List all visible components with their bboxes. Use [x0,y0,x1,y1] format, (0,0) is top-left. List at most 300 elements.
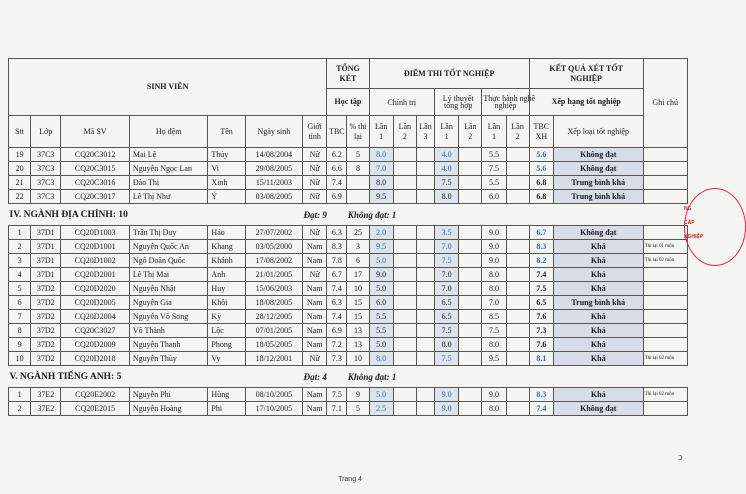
gender-cell: Nam [303,338,327,352]
pct-thi-lai-header: % thi lại [347,116,369,148]
practice-try2-cell [506,402,529,416]
politics-try1-cell: 9.0 [369,268,393,282]
note-cell [643,226,687,240]
stt-cell: 1 [9,226,31,240]
practice-try2-cell [506,338,529,352]
student-row [9,338,688,352]
given-name-cell: Khang [208,240,245,254]
politics-try2-cell [393,296,416,310]
given-name-cell: Thủy [208,148,245,162]
theory-try1-cell: 8.0 [435,338,459,352]
signature-mark: ↄ [678,452,683,463]
class-cell: 37D1 [31,254,61,268]
stt-cell: 2 [9,402,31,416]
practice-try2-cell [506,176,529,190]
politics-try1-cell: 6.0 [369,296,393,310]
rank-gpa-cell: 8.1 [529,352,553,366]
gender-cell: Nam [303,324,327,338]
politics-try2-cell [393,176,416,190]
practice-try1-cell: 7.5 [482,162,506,176]
rank-gpa-cell: 6.8 [529,190,553,204]
given-name-cell: Anh [208,268,245,282]
given-name-cell: Phong [208,338,245,352]
practice-try2-cell [506,240,529,254]
birthdate-cell: 28/12/2005 [245,310,302,324]
stt-cell: 8 [9,324,31,338]
classification-cell: Trung bình khá [553,190,643,204]
results-sheet [8,58,688,416]
diem-thi-header: ĐIỂM THI TỐT NGHIỆP [369,59,529,89]
gender-cell: Nữ [303,226,327,240]
politics-try2-cell [393,268,416,282]
given-name-cell: Hảo [208,226,245,240]
politics-try2-cell [393,324,416,338]
politics-try3-cell [416,352,434,366]
theory-try1-cell: 7.5 [435,324,459,338]
gpa-cell: 6.7 [327,268,347,282]
surname-cell: Đào Thị [129,176,208,190]
surname-cell: Ngô Doãn Quốc [129,254,208,268]
note-cell: Thi lại 02 môn [643,352,687,366]
student-row [9,268,688,282]
surname-cell: Nguyễn Ngọc Lan [129,162,208,176]
ngay-sinh-header: Ngày sinh [245,116,302,148]
student-row [9,254,688,268]
practice-try1-cell: 7.5 [482,324,506,338]
politics-try3-cell [416,388,434,402]
classification-cell: Khá [553,388,643,402]
practice-try1-cell: 8.0 [482,338,506,352]
given-name-cell: Vi [208,162,245,176]
student-id-cell: CQ20C3015 [61,162,129,176]
surname-cell: Nguyễn Nhật [129,282,208,296]
theory-try2-cell [459,226,482,240]
theory-try1-cell: 7.0 [435,268,459,282]
retake-pct-cell [347,176,369,190]
note-cell [643,268,687,282]
practice-try2-cell [506,352,529,366]
politics-try1-cell: 5.0 [369,388,393,402]
student-row [9,402,688,416]
retake-pct-cell: 15 [347,296,369,310]
student-id-cell: CQ20D2009 [61,338,129,352]
theory-try2-cell [459,176,482,190]
rank-gpa-cell: 7.5 [529,282,553,296]
practice-try1-cell: 9.0 [482,240,506,254]
ho-dem-header: Họ đệm [129,116,208,148]
politics-try1-cell: 8.0 [369,176,393,190]
retake-pct-cell: 6 [347,254,369,268]
retake-pct-cell: 17 [347,268,369,282]
practice-try2-cell [506,268,529,282]
gpa-cell: 6.9 [327,190,347,204]
practice-try2-cell [506,254,529,268]
gpa-cell: 7.1 [327,402,347,416]
retake-pct-cell: 10 [347,352,369,366]
section-iv-title: IV. NGÀNH ĐỊA CHÍNH: 10 [9,204,303,226]
rank-gpa-cell: 8.3 [529,388,553,402]
thuc-hanh-header: Thực hành nghề nghiệp [482,89,529,116]
xep-hang-header: Xếp hạng tốt nghiệp [529,89,643,116]
birthdate-cell: 17/08/2002 [245,254,302,268]
politics-try3-cell [416,226,434,240]
gender-cell: Nữ [303,268,327,282]
retake-pct-cell: 5 [347,148,369,162]
surname-cell: Lê Thị Mai [129,268,208,282]
stt-cell: 2 [9,240,31,254]
politics-try1-cell: 7.0 [369,162,393,176]
note-cell [643,282,687,296]
gender-cell: Nam [303,254,327,268]
rank-gpa-cell: 7.4 [529,402,553,416]
retake-pct-cell: 13 [347,324,369,338]
student-id-cell: CQ20C3016 [61,176,129,190]
theory-try2-cell [459,240,482,254]
gender-cell: Nữ [303,352,327,366]
th-lan2-header: Lần 2 [506,116,529,148]
sinh-vien-header: SINH VIÊN [9,59,327,116]
politics-try3-cell [416,254,434,268]
theory-try2-cell [459,310,482,324]
practice-try2-cell [506,310,529,324]
surname-cell: Lê Thị Như [129,190,208,204]
retake-pct-cell: 3 [347,240,369,254]
retake-pct-cell [347,190,369,204]
section-v-khong-dat: Không đạt: 1 [347,366,435,388]
student-row [9,190,688,204]
politics-try3-cell [416,190,434,204]
politics-try1-cell: 2.5 [369,402,393,416]
rank-gpa-cell: 8.2 [529,254,553,268]
theory-try2-cell [459,338,482,352]
th-lan1-header: Lần 1 [482,116,506,148]
politics-try3-cell [416,268,434,282]
surname-cell: Nguyễn Thùy [129,352,208,366]
student-id-cell: CQ20D1001 [61,240,129,254]
politics-try3-cell [416,176,434,190]
practice-try1-cell: 9.5 [482,352,506,366]
stt-header: Stt [9,116,31,148]
note-cell: Thi lại 01 môn [643,240,687,254]
practice-try1-cell: 5.5 [482,148,506,162]
ghi-chu-header: Ghi chú [643,59,687,148]
retake-pct-cell: 13 [347,338,369,352]
politics-try2-cell [393,282,416,296]
classification-cell: Khá [553,254,643,268]
class-cell: 37E2 [31,402,61,416]
section-v-title: V. NGÀNH TIẾNG ANH: 5 [9,366,303,388]
class-cell: 37C3 [31,148,61,162]
rank-gpa-cell: 5.6 [529,162,553,176]
politics-try2-cell [393,254,416,268]
theory-try1-cell: 7.5 [435,176,459,190]
gender-cell: Nam [303,282,327,296]
ma-sv-header: Mã SV [61,116,129,148]
gpa-cell: 7.5 [327,388,347,402]
section-v-row [9,366,688,388]
hoc-tap-header: Học tập [327,89,369,116]
section-iv-khong-dat: Không đạt: 1 [347,204,435,226]
note-cell [643,190,687,204]
politics-try1-cell: 5.0 [369,338,393,352]
politics-try3-cell [416,402,434,416]
class-cell: 37D2 [31,282,61,296]
birthdate-cell: 18/05/2005 [245,338,302,352]
politics-try1-cell: 5.0 [369,282,393,296]
student-id-cell: CQ20D2004 [61,310,129,324]
theory-try2-cell [459,254,482,268]
politics-try2-cell [393,352,416,366]
gender-cell: Nữ [303,148,327,162]
gender-cell: Nữ [303,190,327,204]
gpa-cell: 7.4 [327,310,347,324]
stt-cell: 1 [9,388,31,402]
note-cell [643,176,687,190]
rank-gpa-cell: 8.3 [529,240,553,254]
rank-gpa-cell: 5.6 [529,148,553,162]
classification-cell: Trung bình khá [553,296,643,310]
ct-lan1-header: Lần 1 [369,116,393,148]
theory-try2-cell [459,352,482,366]
gpa-cell: 7.4 [327,282,347,296]
given-name-cell: Vy [208,352,245,366]
student-id-cell: CQ20D2001 [61,268,129,282]
tbc-xh-header: TBC XH [529,116,553,148]
retake-pct-cell: 10 [347,282,369,296]
theory-try2-cell [459,296,482,310]
student-row [9,240,688,254]
practice-try2-cell [506,226,529,240]
retake-pct-cell: 5 [347,402,369,416]
gioi-tinh-header: Giới tính [303,116,327,148]
politics-try2-cell [393,402,416,416]
politics-try1-cell: 8.0 [369,148,393,162]
chinh-tri-header: Chính trị [369,89,434,116]
rank-gpa-cell: 6.5 [529,296,553,310]
tong-ket-header: TỔNG KÉT [327,59,369,89]
note-cell: Thi lại 02 môn [643,254,687,268]
politics-try2-cell [393,240,416,254]
student-id-cell: CQ20C3027 [61,324,129,338]
section-iv-row [9,204,688,226]
birthdate-cell: 03/08/2005 [245,190,302,204]
classification-cell: Khá [553,310,643,324]
politics-try3-cell [416,148,434,162]
note-cell [643,338,687,352]
rank-gpa-cell: 7.6 [529,310,553,324]
theory-try2-cell [459,162,482,176]
retake-pct-cell: 15 [347,310,369,324]
surname-cell: Võ Thành [129,324,208,338]
student-row [9,310,688,324]
tbc-header: TBC [327,116,347,148]
lt-lan1-header: Lần 1 [435,116,459,148]
politics-try3-cell [416,310,434,324]
classification-cell: Không đạt [553,162,643,176]
theory-try2-cell [459,148,482,162]
ten-header: Tên [208,116,245,148]
student-id-cell: CQ20C3012 [61,148,129,162]
theory-try1-cell: 4.0 [435,148,459,162]
student-row [9,148,688,162]
theory-try1-cell: 7.5 [435,352,459,366]
politics-try1-cell: 9.5 [369,190,393,204]
ly-thuyet-header: Lý thuyết tổng hợp [435,89,482,116]
birthdate-cell: 14/08/2004 [245,148,302,162]
birthdate-cell: 27/07/2002 [245,226,302,240]
class-cell: 37E2 [31,388,61,402]
politics-try1-cell: 5.5 [369,324,393,338]
gpa-cell: 7.2 [327,338,347,352]
ct-lan3-header: Lần 3 [416,116,434,148]
gpa-cell: 7.3 [327,352,347,366]
given-name-cell: Ý [208,190,245,204]
birthdate-cell: 17/10/2005 [245,402,302,416]
politics-try2-cell [393,310,416,324]
given-name-cell: Xinh [208,176,245,190]
practice-try2-cell [506,282,529,296]
theory-try1-cell: 6.5 [435,310,459,324]
theory-try2-cell [459,324,482,338]
gender-cell: Nam [303,296,327,310]
stt-cell: 10 [9,352,31,366]
practice-try2-cell [506,296,529,310]
gender-cell: Nam [303,310,327,324]
student-id-cell: CQ20C3017 [61,190,129,204]
birthdate-cell: 15/06/2003 [245,282,302,296]
lop-header: Lớp [31,116,61,148]
rank-gpa-cell: 6.8 [529,176,553,190]
birthdate-cell: 18/12/2001 [245,352,302,366]
student-id-cell: CQ20D2018 [61,352,129,366]
theory-try2-cell [459,402,482,416]
student-id-cell: CQ20D1003 [61,226,129,240]
practice-try2-cell [506,388,529,402]
practice-try1-cell: 9.0 [482,254,506,268]
theory-try2-cell [459,282,482,296]
class-cell: 37D2 [31,310,61,324]
practice-try2-cell [506,148,529,162]
practice-try1-cell: 7.0 [482,296,506,310]
given-name-cell: Hùng [208,388,245,402]
class-cell: 37D2 [31,324,61,338]
retake-pct-cell: 9 [347,388,369,402]
class-cell: 37D2 [31,352,61,366]
theory-try1-cell: 3.5 [435,226,459,240]
given-name-cell: Kỳ [208,310,245,324]
theory-try1-cell: 9.0 [435,402,459,416]
ct-lan2-header: Lần 2 [393,116,416,148]
gpa-cell: 6.3 [327,296,347,310]
birthdate-cell: 29/08/2005 [245,162,302,176]
birthdate-cell: 15/11/2003 [245,176,302,190]
stt-cell: 21 [9,176,31,190]
practice-try1-cell: 8.5 [482,310,506,324]
classification-cell: Không đạt [553,402,643,416]
classification-cell: Không đạt [553,226,643,240]
theory-try2-cell [459,190,482,204]
stt-cell: 19 [9,148,31,162]
classification-cell: Trung bình khá [553,176,643,190]
student-row [9,296,688,310]
politics-try3-cell [416,282,434,296]
page-number: Trang 4 [338,476,362,483]
theory-try1-cell: 7.0 [435,240,459,254]
practice-try1-cell: 8.0 [482,282,506,296]
practice-try1-cell: 5.5 [482,176,506,190]
gpa-cell: 6.3 [327,226,347,240]
class-cell: 37D1 [31,240,61,254]
surname-cell: Nguyễn Hoàng [129,402,208,416]
theory-try1-cell: 8.0 [435,190,459,204]
class-cell: 37C3 [31,162,61,176]
student-row [9,176,688,190]
class-cell: 37D1 [31,226,61,240]
student-id-cell: CQ20D1002 [61,254,129,268]
stt-cell: 22 [9,190,31,204]
politics-try1-cell: 5.0 [369,254,393,268]
note-cell [643,162,687,176]
xep-loai-header: Xếp loại tốt nghiệp [553,116,643,148]
surname-cell: Nguyễn Quốc An [129,240,208,254]
theory-try1-cell: 7.0 [435,282,459,296]
graduation-table [8,58,688,416]
practice-try1-cell: 9.0 [482,388,506,402]
classification-cell: Khá [553,338,643,352]
practice-try1-cell: 6.0 [482,190,506,204]
surname-cell: Nguyễn Phi [129,388,208,402]
rank-gpa-cell: 7.4 [529,268,553,282]
surname-cell: Nguyễn Võ Song [129,310,208,324]
gender-cell: Nam [303,388,327,402]
stt-cell: 3 [9,254,31,268]
practice-try2-cell [506,190,529,204]
stt-cell: 4 [9,268,31,282]
politics-try2-cell [393,148,416,162]
student-row [9,282,688,296]
student-row [9,226,688,240]
politics-try2-cell [393,338,416,352]
practice-try2-cell [506,162,529,176]
retake-pct-cell: 8 [347,162,369,176]
rank-gpa-cell: 7.3 [529,324,553,338]
theory-try2-cell [459,268,482,282]
stt-cell: 9 [9,338,31,352]
classification-cell: Khá [553,282,643,296]
surname-cell: Trần Thị Duy [129,226,208,240]
student-row [9,162,688,176]
stt-cell: 6 [9,296,31,310]
given-name-cell: Huy [208,282,245,296]
practice-try1-cell: 8.0 [482,402,506,416]
given-name-cell: Khôi [208,296,245,310]
theory-try1-cell: 6.5 [435,296,459,310]
practice-try1-cell: 8.0 [482,268,506,282]
birthdate-cell: 07/01/2005 [245,324,302,338]
classification-cell: Khá [553,352,643,366]
given-name-cell: Khánh [208,254,245,268]
practice-try1-cell: 9.0 [482,226,506,240]
student-row [9,388,688,402]
given-name-cell: Lộc [208,324,245,338]
classification-cell: Khá [553,240,643,254]
politics-try1-cell: 8.0 [369,352,393,366]
politics-try2-cell [393,226,416,240]
student-row [9,324,688,338]
politics-try3-cell [416,338,434,352]
gpa-cell: 6.6 [327,162,347,176]
stt-cell: 5 [9,282,31,296]
